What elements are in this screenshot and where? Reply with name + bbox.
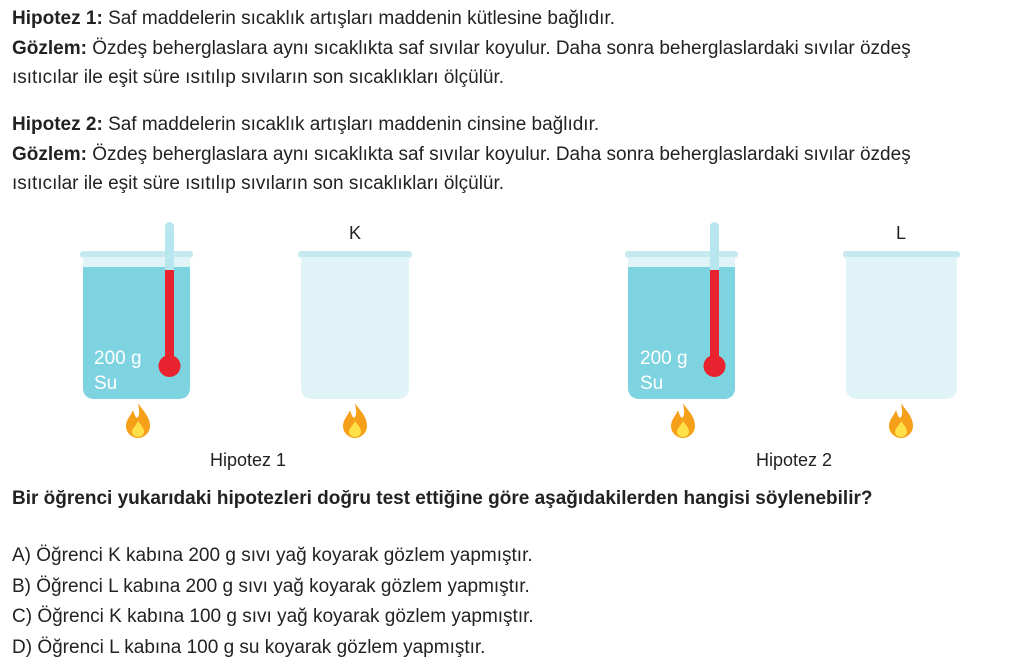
beaker-K-label: K — [348, 223, 362, 243]
hypothesis-2-title: Hipotez 2: — [12, 114, 103, 135]
beaker-empty-K — [298, 251, 412, 399]
flame-icon — [889, 403, 913, 438]
option-a[interactable]: A) Öğrenci K kabına 200 g sıvı yağ koyarak gözlem yapmıştır. — [12, 545, 533, 566]
flame-icon — [343, 403, 367, 438]
question-text: Bir öğrenci yukarıdaki hipotezleri doğru test ettiğine göre aşağıdakilerden hangisi söylenebilir? — [12, 488, 873, 509]
option-d[interactable]: D) Öğrenci L kabına 100 g su koyarak gözlem yapmıştır. — [12, 636, 486, 658]
hypothesis-1-title: Hipotez 1: — [12, 8, 103, 29]
beaker-2-substance: Su — [640, 373, 664, 394]
hypothesis-1-block — [12, 4, 1032, 93]
beaker-2-mass: 200 g — [640, 348, 688, 369]
observation-1-line2: ısıtıcılar ile eşit süre ısıtılıp sıvıların son sıcaklıkları ölçülür. — [12, 67, 505, 88]
observation-2-label: Gözlem: — [12, 143, 87, 165]
observation-2-line1: Özdeş beherglaslara aynı sıcaklıkta saf sıvılar koyulur. Daha sonra beherglaslardaki sıvılar özdeş — [92, 143, 911, 165]
hypothesis-1-text: Saf maddelerin sıcaklık artışları maddenin kütlesine bağlıdır. — [108, 8, 615, 29]
observation-1-line1: Özdeş beherglaslara aynı sıcaklıkta saf sıvılar koyulur. Daha sonra beherglaslardaki sıvılar özdeş — [92, 37, 911, 59]
beaker-1-substance: Su — [94, 373, 118, 394]
flame-icon — [126, 403, 150, 438]
figure-caption-1: Hipotez 1 — [209, 450, 287, 470]
answer-options — [12, 541, 534, 663]
option-b[interactable]: B) Öğrenci L kabına 200 g sıvı yağ koyarak gözlem yapmıştır. — [12, 575, 530, 597]
flame-icon — [671, 403, 695, 438]
observation-2-line2: ısıtıcılar ile eşit süre ısıtılıp sıvıların son sıcaklıkları ölçülür. — [12, 173, 505, 194]
experiment-figure — [0, 215, 1035, 475]
beaker-empty-L — [843, 251, 960, 399]
hypothesis-2-text: Saf maddelerin sıcaklık artışları maddenin cinsine bağlıdır. — [108, 114, 600, 135]
option-c[interactable]: C) Öğrenci K kabına 100 g sıvı yağ koyarak gözlem yapmıştır. — [12, 606, 534, 627]
beaker-L-label: L — [895, 223, 907, 243]
observation-1-label: Gözlem: — [12, 37, 87, 59]
beaker-1-mass: 200 g — [94, 348, 142, 369]
figure-caption-2: Hipotez 2 — [755, 450, 833, 470]
hypothesis-2-block — [12, 110, 1032, 199]
